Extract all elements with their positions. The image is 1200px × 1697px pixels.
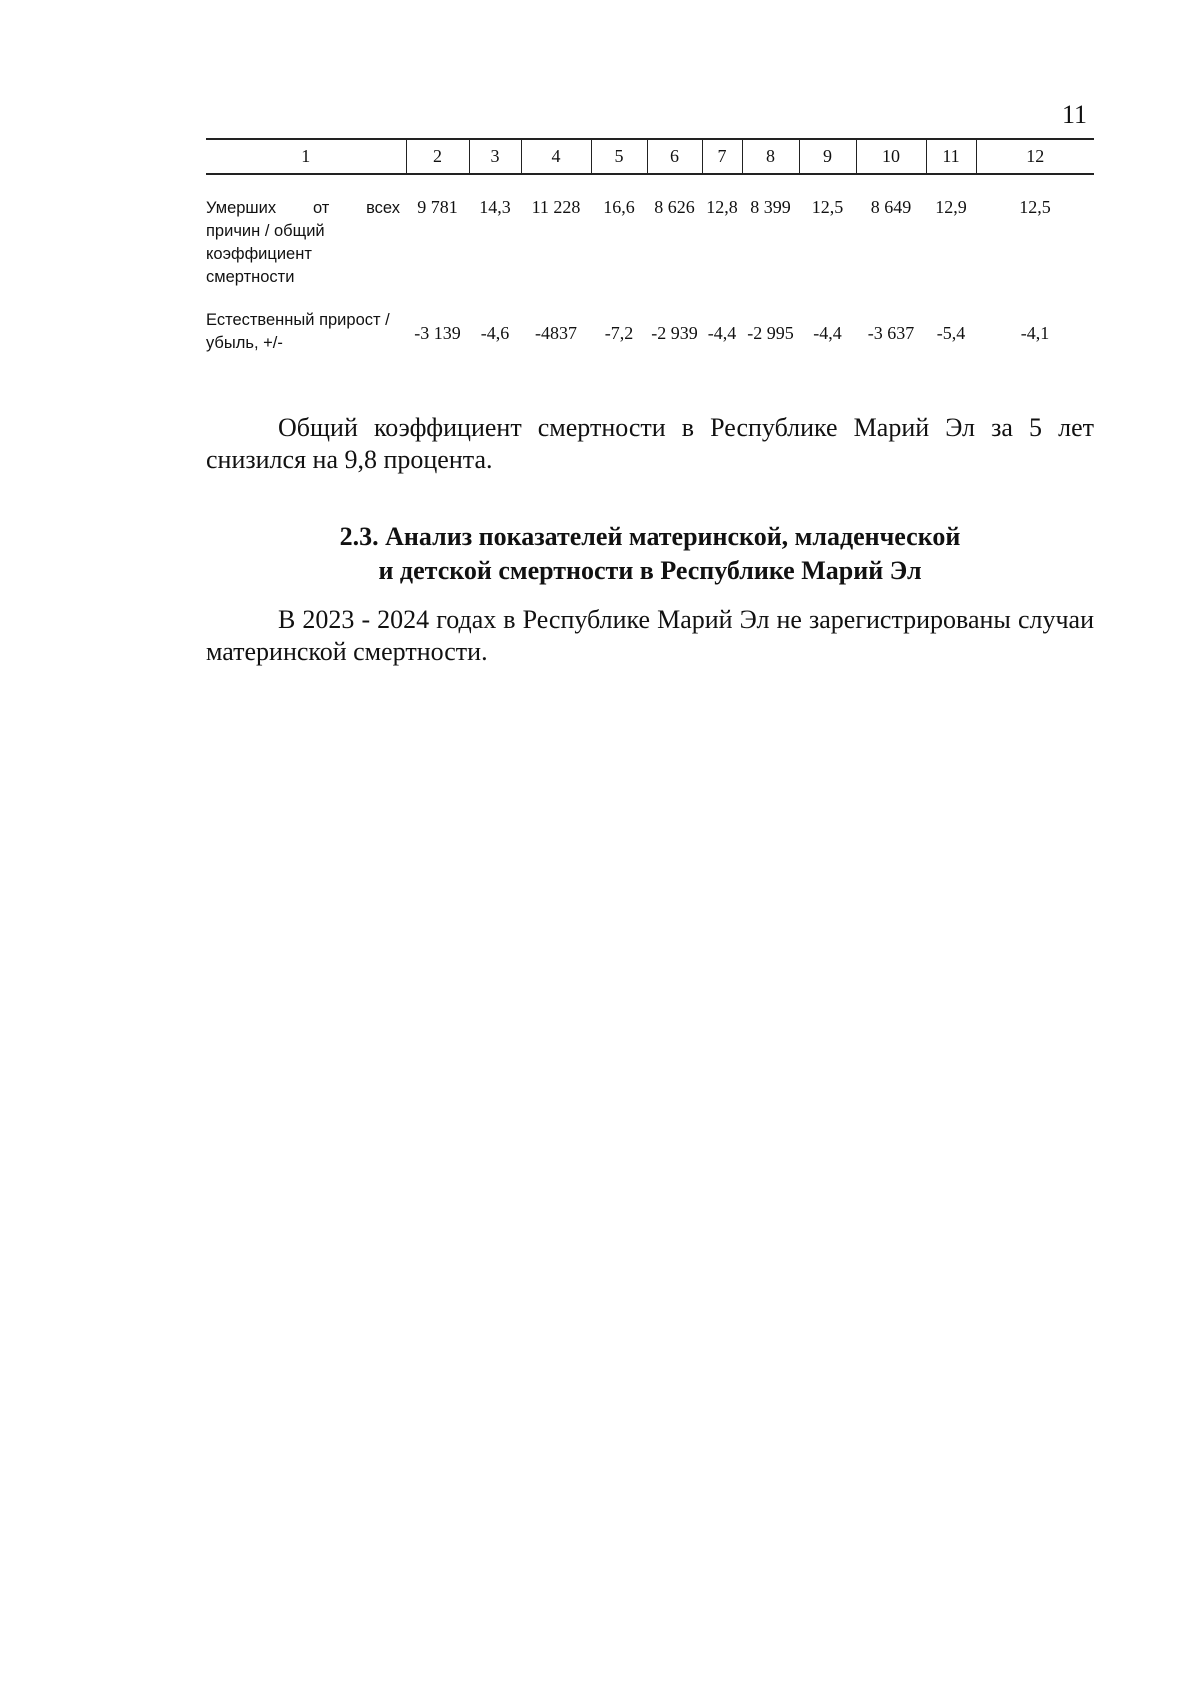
table-cell: 12,5 [1019, 197, 1051, 217]
table-row [206, 197, 1094, 309]
table-cell: 14,3 [479, 197, 511, 217]
table-cell: 12,5 [811, 197, 844, 217]
column-number: 4 [521, 139, 591, 174]
column-number: 6 [647, 139, 702, 174]
paragraph-maternal-mortality: В 2023 - 2024 годах в Республике Марий Эл не зарегистрированы случаи материнской смертности. [206, 605, 1094, 666]
table-body [206, 197, 1094, 355]
column-number: 3 [469, 139, 521, 174]
table-cell: -4,1 [1020, 323, 1050, 343]
table-cell: 8 649 [870, 197, 912, 217]
table-cell: 16,6 [603, 197, 635, 217]
row-label-deaths: Умерших от всех причин / общий коэффициент смертности [206, 199, 400, 286]
section-heading-line1: 2.3. Анализ показателей материнской, младенческой [339, 522, 961, 551]
column-number: 7 [702, 139, 742, 174]
table-cell: -5,4 [936, 323, 966, 343]
column-number: 11 [926, 139, 976, 174]
section-heading [206, 520, 1094, 588]
column-number: 5 [591, 139, 647, 174]
table-cell: -7,2 [604, 323, 634, 343]
table-cell: -4837 [535, 323, 577, 343]
table-cell: -4,4 [707, 323, 737, 343]
table-cell: -4,4 [813, 323, 842, 343]
table-cell: -2 939 [651, 323, 698, 343]
table-cell: 12,9 [935, 197, 967, 217]
table-cell: 9 781 [417, 197, 458, 217]
column-number: 8 [742, 139, 799, 174]
table-column-numbers [206, 138, 1094, 175]
statistics-table [206, 138, 1094, 355]
table-cell: -2 995 [747, 323, 794, 343]
table-cell: 12,8 [706, 197, 738, 217]
paragraph-mortality-rate: Общий коэффициент смертности в Республике Марий Эл за 5 лет снизился на 9,8 процента. [206, 413, 1094, 474]
table-cell: -3 139 [414, 323, 461, 343]
column-number: 10 [856, 139, 926, 174]
table-cell: -4,6 [480, 323, 510, 343]
row-label-natural-growth: Естественный прирост / убыль, +/- [206, 311, 390, 352]
column-number: 12 [976, 139, 1094, 174]
column-number: 1 [301, 146, 311, 166]
table-row [206, 309, 1094, 355]
table-cell: 8 399 [750, 197, 791, 217]
column-number: 2 [406, 139, 469, 174]
table-cell: -3 637 [867, 323, 915, 343]
section-heading-line2: и детской смертности в Республике Марий Эл [378, 556, 922, 585]
table-cell: 8 626 [654, 197, 695, 217]
table-cell: 11 228 [531, 197, 581, 217]
page-number: 11 [1062, 100, 1088, 129]
column-number: 9 [799, 139, 856, 174]
